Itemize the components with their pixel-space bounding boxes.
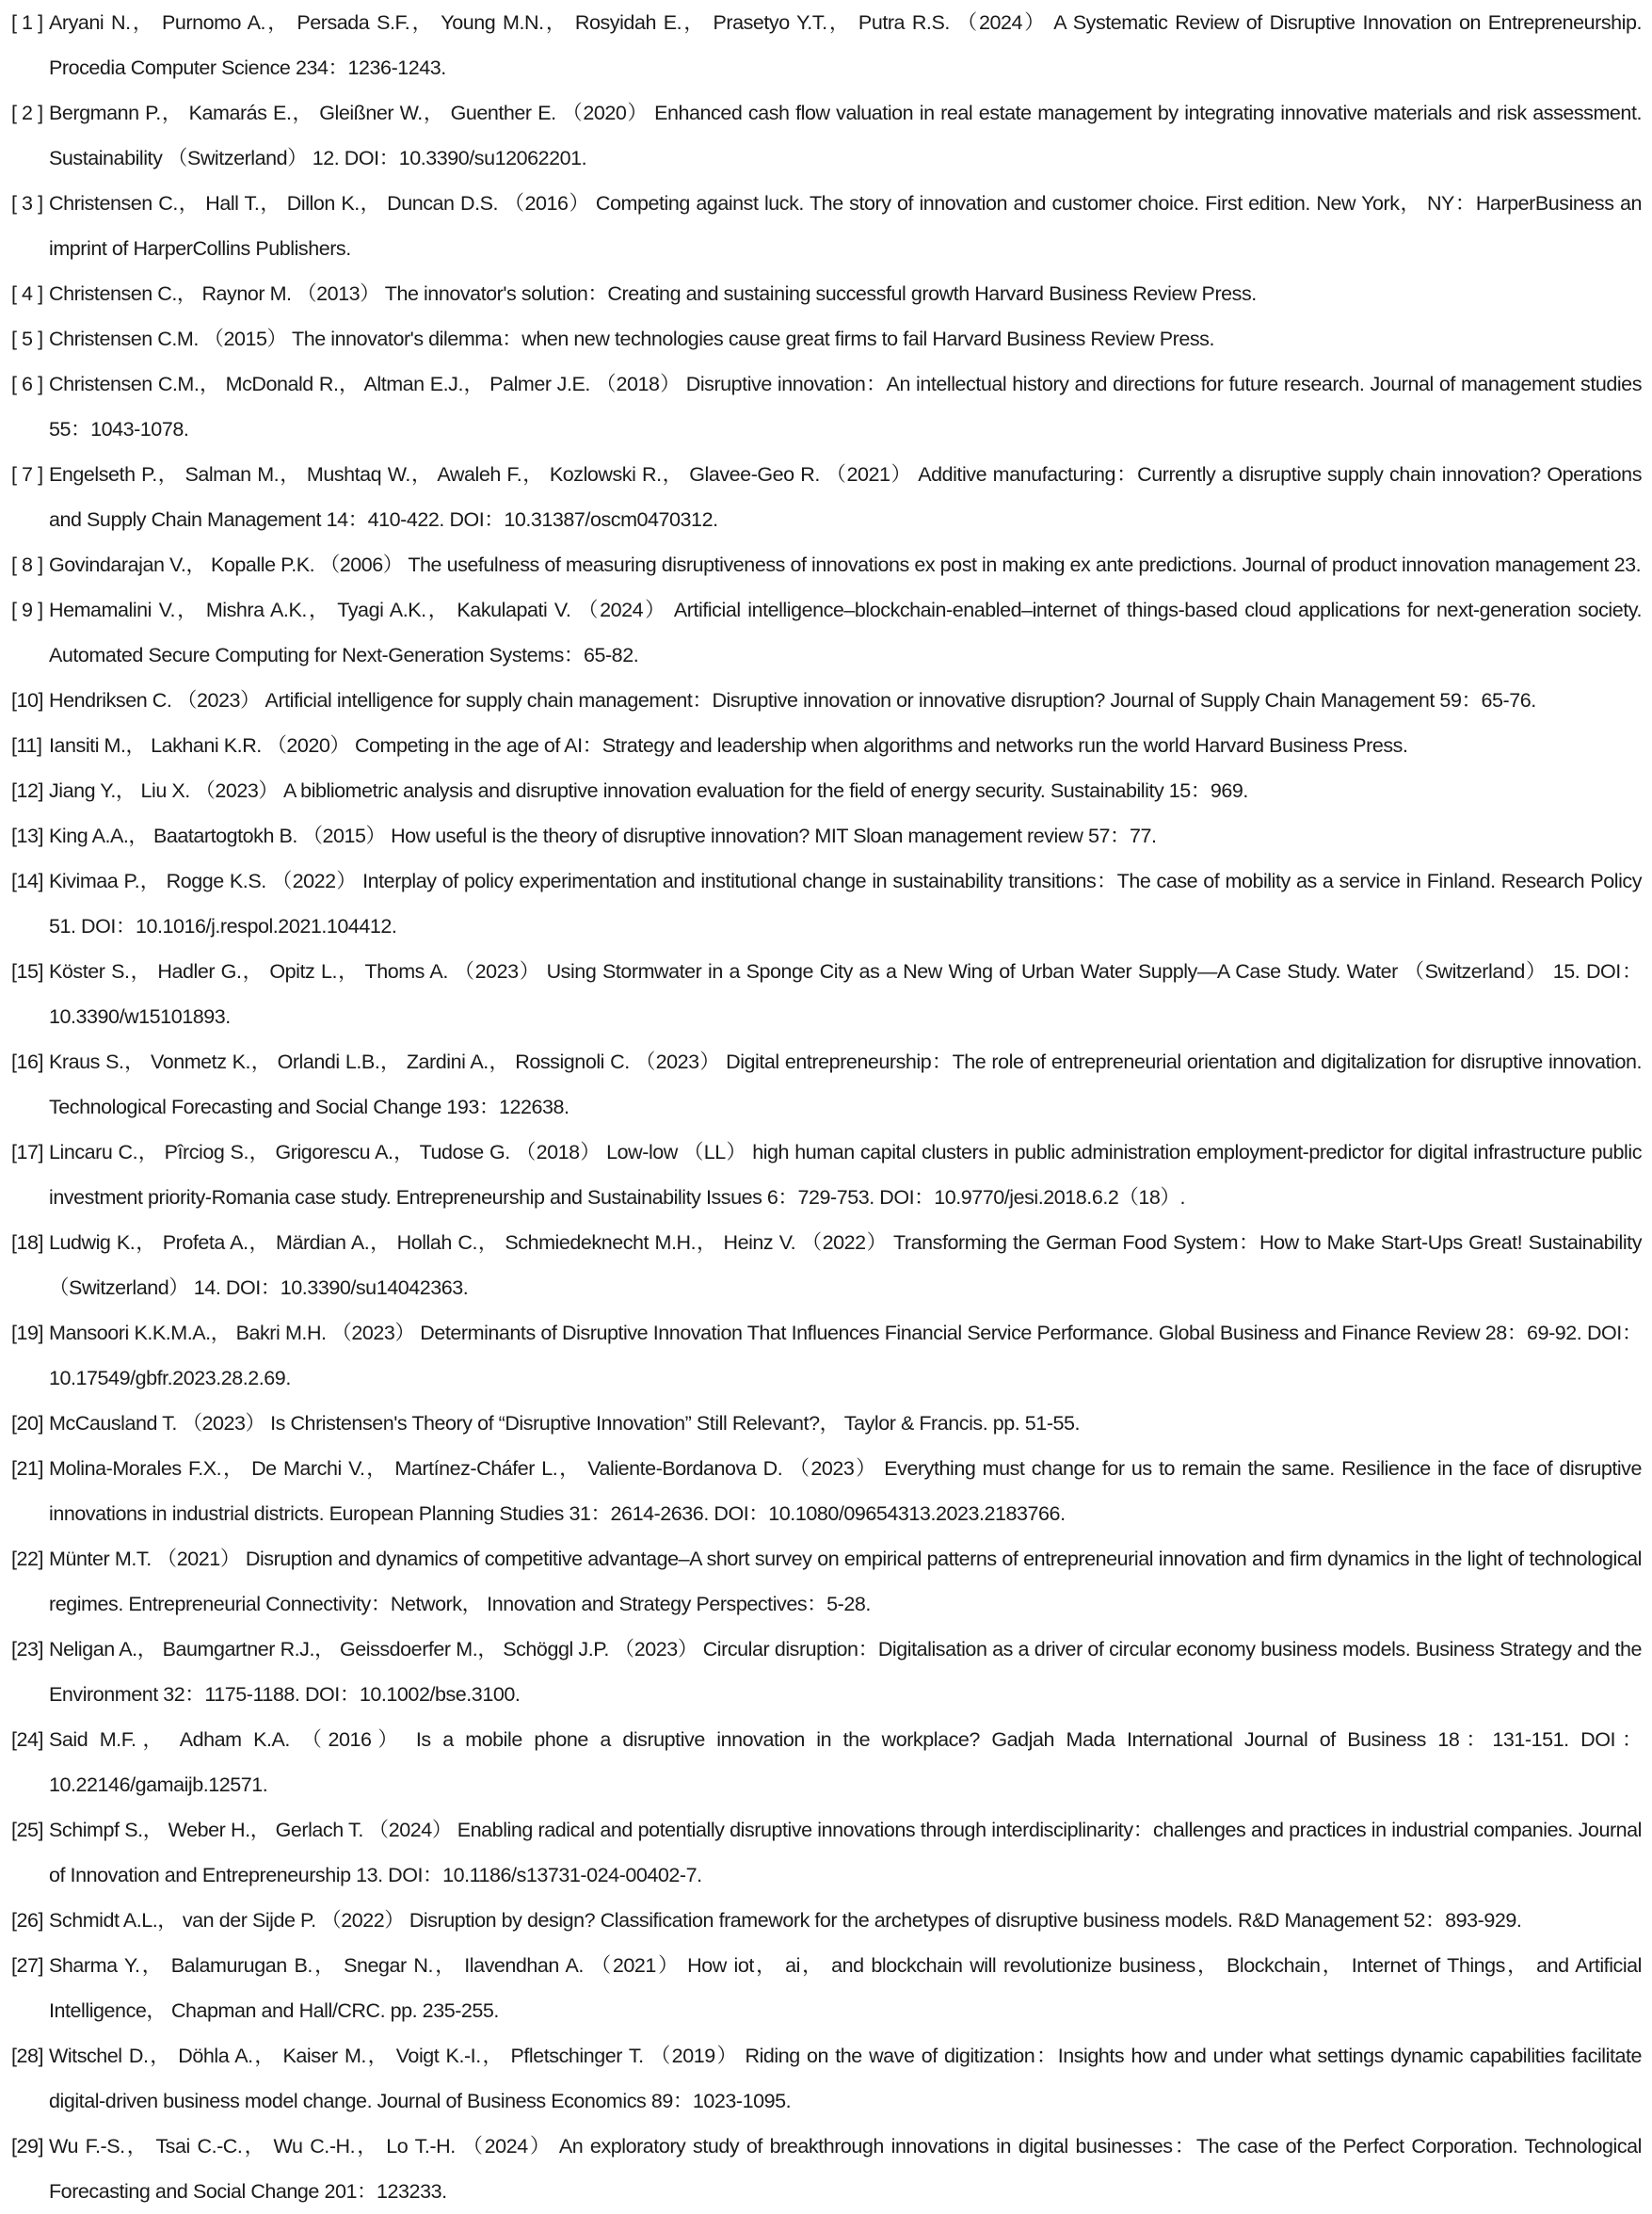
reference-number: [12] [11, 779, 44, 802]
reference-text: Christensen C.， Raynor M. （2013） The innovator's solution：Creating and sustaining successful growth Harvard Business Review Press. [49, 282, 1257, 305]
reference-number: [ 7 ] [11, 463, 43, 486]
reference-text: Köster S.， Hadler G.， Opitz L.， Thoms A. （2023） Using Stormwater in a Sponge City as a New Wing of Urban Water Supply—A Case Study. Water （Switzerland） 15. DOI：10.3390/w15101893. [49, 960, 1642, 1028]
reference-number: [18] [11, 1231, 44, 1254]
reference-text: Hendriksen C. （2023） Artificial intelligence for supply chain management：Disruptive innovation or innovative disruption? Journal of Supply Chain Management 59：65-76. [49, 689, 1536, 712]
reference-item [11, 1807, 1642, 1898]
reference-number: [ 2 ] [11, 102, 43, 124]
reference-number: [10] [11, 689, 44, 712]
reference-item [11, 1717, 1642, 1807]
reference-item [11, 587, 1642, 678]
reference-item [11, 1401, 1642, 1446]
reference-item [11, 949, 1642, 1039]
reference-number: [ 3 ] [11, 192, 43, 215]
reference-text: Sharma Y.， Balamurugan B.， Snegar N.， Ilavendhan A. （2021） How iot， ai， and blockchain will revolutionize business， Blockchain， Internet of Things， and Artificial Intelligence， Chapman and Hall/CRC. pp. 235-255. [49, 1954, 1642, 2022]
reference-item [11, 90, 1642, 181]
reference-number: [14] [11, 870, 44, 892]
reference-item [11, 316, 1642, 361]
reference-item [11, 678, 1642, 723]
reference-item [11, 1627, 1642, 1717]
reference-number: [ 9 ] [11, 599, 43, 621]
reference-text: Münter M.T. （2021） Disruption and dynamics of competitive advantage–A short survey on empirical patterns of entrepreneurial innovation and firm dynamics in the light of technological regimes. Entrepreneurial Connectivity：Network， Innovation and Strategy Perspectives：5-28. [49, 1548, 1642, 1615]
reference-item [11, 0, 1642, 90]
reference-item [11, 1898, 1642, 1943]
reference-text: Schimpf S.， Weber H.， Gerlach T. （2024） Enabling radical and potentially disruptive innovations through interdisciplinarity：challenges and practices in industrial companies. Journal of Innovation and Entrepreneurship 13. DOI：10.1186/s13731-024-00402-7. [49, 1819, 1642, 1886]
reference-item [11, 181, 1642, 271]
reference-list [11, 0, 1642, 2214]
reference-text: Govindarajan V.， Kopalle P.K. （2006） The usefulness of measuring disruptiveness of innovations ex post in making ex ante predictions. Journal of product innovation management 23. [49, 554, 1642, 576]
reference-text: Jiang Y.， Liu X. （2023） A bibliometric analysis and disruptive innovation evaluation for the field of energy security. Sustainability 15：969. [49, 779, 1248, 802]
reference-item [11, 1039, 1642, 1130]
reference-text: Iansiti M.， Lakhani K.R. （2020） Competing in the age of AI：Strategy and leadership when algorithms and networks run the world Harvard Business Press. [49, 734, 1408, 757]
reference-number: [27] [11, 1954, 44, 1977]
reference-item [11, 1130, 1642, 1220]
reference-text: Said M.F.， Adham K.A. （2016） Is a mobile phone a disruptive innovation in the workplace? Gadjah Mada International Journal of Business 18：131-151. DOI：10.22146/gamaijb.12571. [49, 1728, 1642, 1796]
reference-text: Wu F.-S.， Tsai C.-C.， Wu C.-H.， Lo T.-H. （2024） An exploratory study of breakthrough innovations in digital businesses：The case of the Perfect Corporation. Technological Forecasting and Social Change 201：123233. [49, 2135, 1642, 2203]
reference-number: [24] [11, 1728, 44, 1751]
reference-number: [28] [11, 2045, 44, 2067]
reference-item [11, 1536, 1642, 1627]
reference-number: [16] [11, 1051, 44, 1073]
reference-text: Christensen C.M. （2015） The innovator's dilemma：when new technologies cause great firms to fail Harvard Business Review Press. [49, 328, 1214, 350]
reference-item [11, 361, 1642, 452]
reference-item [11, 813, 1642, 858]
reference-number: [ 8 ] [11, 554, 43, 576]
reference-number: [17] [11, 1141, 44, 1163]
reference-item [11, 452, 1642, 542]
reference-number: [23] [11, 1638, 44, 1660]
reference-text: Mansoori K.K.M.A.， Bakri M.H. （2023） Determinants of Disruptive Innovation That Influences Financial Service Performance. Global Business and Finance Review 28：69-92. DOI：10.17549/gbfr.2023.28.2.69. [49, 1322, 1642, 1389]
reference-item [11, 768, 1642, 813]
reference-number: [13] [11, 825, 44, 847]
reference-number: [ 6 ] [11, 373, 43, 395]
reference-item [11, 1220, 1642, 1310]
reference-text: Lincaru C.， Pîrciog S.， Grigorescu A.， Tudose G. （2018） Low-low （LL） high human capital clusters in public administration employment-predictor for digital infrastructure public investment priority-Romania case study. Entrepreneurship and Sustainability Issues 6：729-753. DOI：10.9770/jesi.2018.6.2（18）. [49, 1141, 1642, 1209]
reference-item [11, 1943, 1642, 2033]
reference-text: Neligan A.， Baumgartner R.J.， Geissdoerfer M.， Schöggl J.P. （2023） Circular disruption：Digitalisation as a driver of circular economy business models. Business Strategy and the Environment 32：1175-1188. DOI：10.1002/bse.3100. [49, 1638, 1642, 1706]
reference-item [11, 2033, 1642, 2124]
reference-item [11, 271, 1642, 316]
reference-text: Kivimaa P.， Rogge K.S. （2022） Interplay of policy experimentation and institutional change in sustainability transitions：The case of mobility as a service in Finland. Research Policy 51. DOI：10.1016/j.respol.2021.104412. [49, 870, 1642, 938]
reference-text: Kraus S.， Vonmetz K.， Orlandi L.B.， Zardini A.， Rossignoli C. （2023） Digital entrepreneurship：The role of entrepreneurial orientation and digitalization for disruptive innovation. Technological Forecasting and Social Change 193：122638. [49, 1051, 1642, 1118]
reference-number: [29] [11, 2135, 44, 2158]
reference-number: [15] [11, 960, 44, 983]
reference-number: [ 1 ] [11, 11, 43, 34]
reference-number: [25] [11, 1819, 44, 1841]
reference-text: Molina-Morales F.X.， De Marchi V.， Martínez-Cháfer L.， Valiente-Bordanova D. （2023） Everything must change for us to remain the same. Resilience in the face of disruptive innovations in industrial districts. European Planning Studies 31：2614-2636. DOI：10.1080/09654313.2023.2183766. [49, 1457, 1642, 1525]
reference-item [11, 858, 1642, 949]
reference-item [11, 1310, 1642, 1401]
reference-number: [26] [11, 1909, 44, 1932]
reference-text: Witschel D.， Döhla A.， Kaiser M.， Voigt K.-I.， Pfletschinger T. （2019） Riding on the wave of digitization：Insights how and under what settings dynamic capabilities facilitate digital-driven business model change. Journal of Business Economics 89：1023-1095. [49, 2045, 1642, 2112]
reference-text: Schmidt A.L.， van der Sijde P. （2022） Disruption by design? Classification framework for the archetypes of disruptive business models. R&D Management 52：893-929. [49, 1909, 1522, 1932]
reference-number: [20] [11, 1412, 44, 1435]
reference-number: [11] [11, 734, 42, 757]
reference-item [11, 723, 1642, 768]
reference-text: McCausland T. （2023） Is Christensen's Theory of “Disruptive Innovation” Still Relevant?， Taylor & Francis. pp. 51-55. [49, 1412, 1081, 1435]
reference-text: Ludwig K.， Profeta A.， Märdian A.， Hollah C.， Schmiedeknecht M.H.， Heinz V. （2022） Transforming the German Food System：How to Make Start-Ups Great! Sustainability （Switzerland） 14. DOI：10.3390/su14042363. [49, 1231, 1642, 1299]
reference-text: Christensen C.M.， McDonald R.， Altman E.J.， Palmer J.E. （2018） Disruptive innovation：An intellectual history and directions for future research. Journal of management studies 55：1043-1078. [49, 373, 1642, 441]
reference-number: [ 5 ] [11, 328, 43, 350]
reference-text: Christensen C.， Hall T.， Dillon K.， Duncan D.S. （2016） Competing against luck. The story of innovation and customer choice. First edition. New York， NY：HarperBusiness an imprint of HarperCollins Publishers. [49, 192, 1642, 260]
reference-item [11, 542, 1642, 587]
reference-item [11, 2124, 1642, 2214]
reference-text: Hemamalini V.， Mishra A.K.， Tyagi A.K.， Kakulapati V. （2024） Artificial intelligence–blockchain‐enabled–internet of things‐based cloud applications for next‐generation society. Automated Secure Computing for Next‐Generation Systems：65-82. [49, 599, 1642, 666]
reference-number: [19] [11, 1322, 44, 1344]
reference-number: [ 4 ] [11, 282, 43, 305]
reference-item [11, 1446, 1642, 1536]
reference-text: King A.A.， Baatartogtokh B. （2015） How useful is the theory of disruptive innovation? MIT Sloan management review 57：77. [49, 825, 1157, 847]
reference-text: Engelseth P.， Salman M.， Mushtaq W.， Awaleh F.， Kozlowski R.， Glavee-Geo R. （2021） Additive manufacturing：Currently a disruptive supply chain innovation? Operations and Supply Chain Management 14：410-422. DOI：10.31387/oscm0470312. [49, 463, 1642, 531]
reference-text: Aryani N.， Purnomo A.， Persada S.F.， Young M.N.， Rosyidah E.， Prasetyo Y.T.， Putra R.S. （2024） A Systematic Review of Disruptive Innovation on Entrepreneurship. Procedia Computer Science 234：1236-1243. [49, 11, 1642, 79]
reference-number: [22] [11, 1548, 44, 1570]
reference-number: [21] [11, 1457, 44, 1480]
reference-text: Bergmann P.， Kamarás E.， Gleißner W.， Guenther E. （2020） Enhanced cash flow valuation in real estate management by integrating innovative materials and risk assessment. Sustainability （Switzerland） 12. DOI：10.3390/su12062201. [49, 102, 1642, 169]
